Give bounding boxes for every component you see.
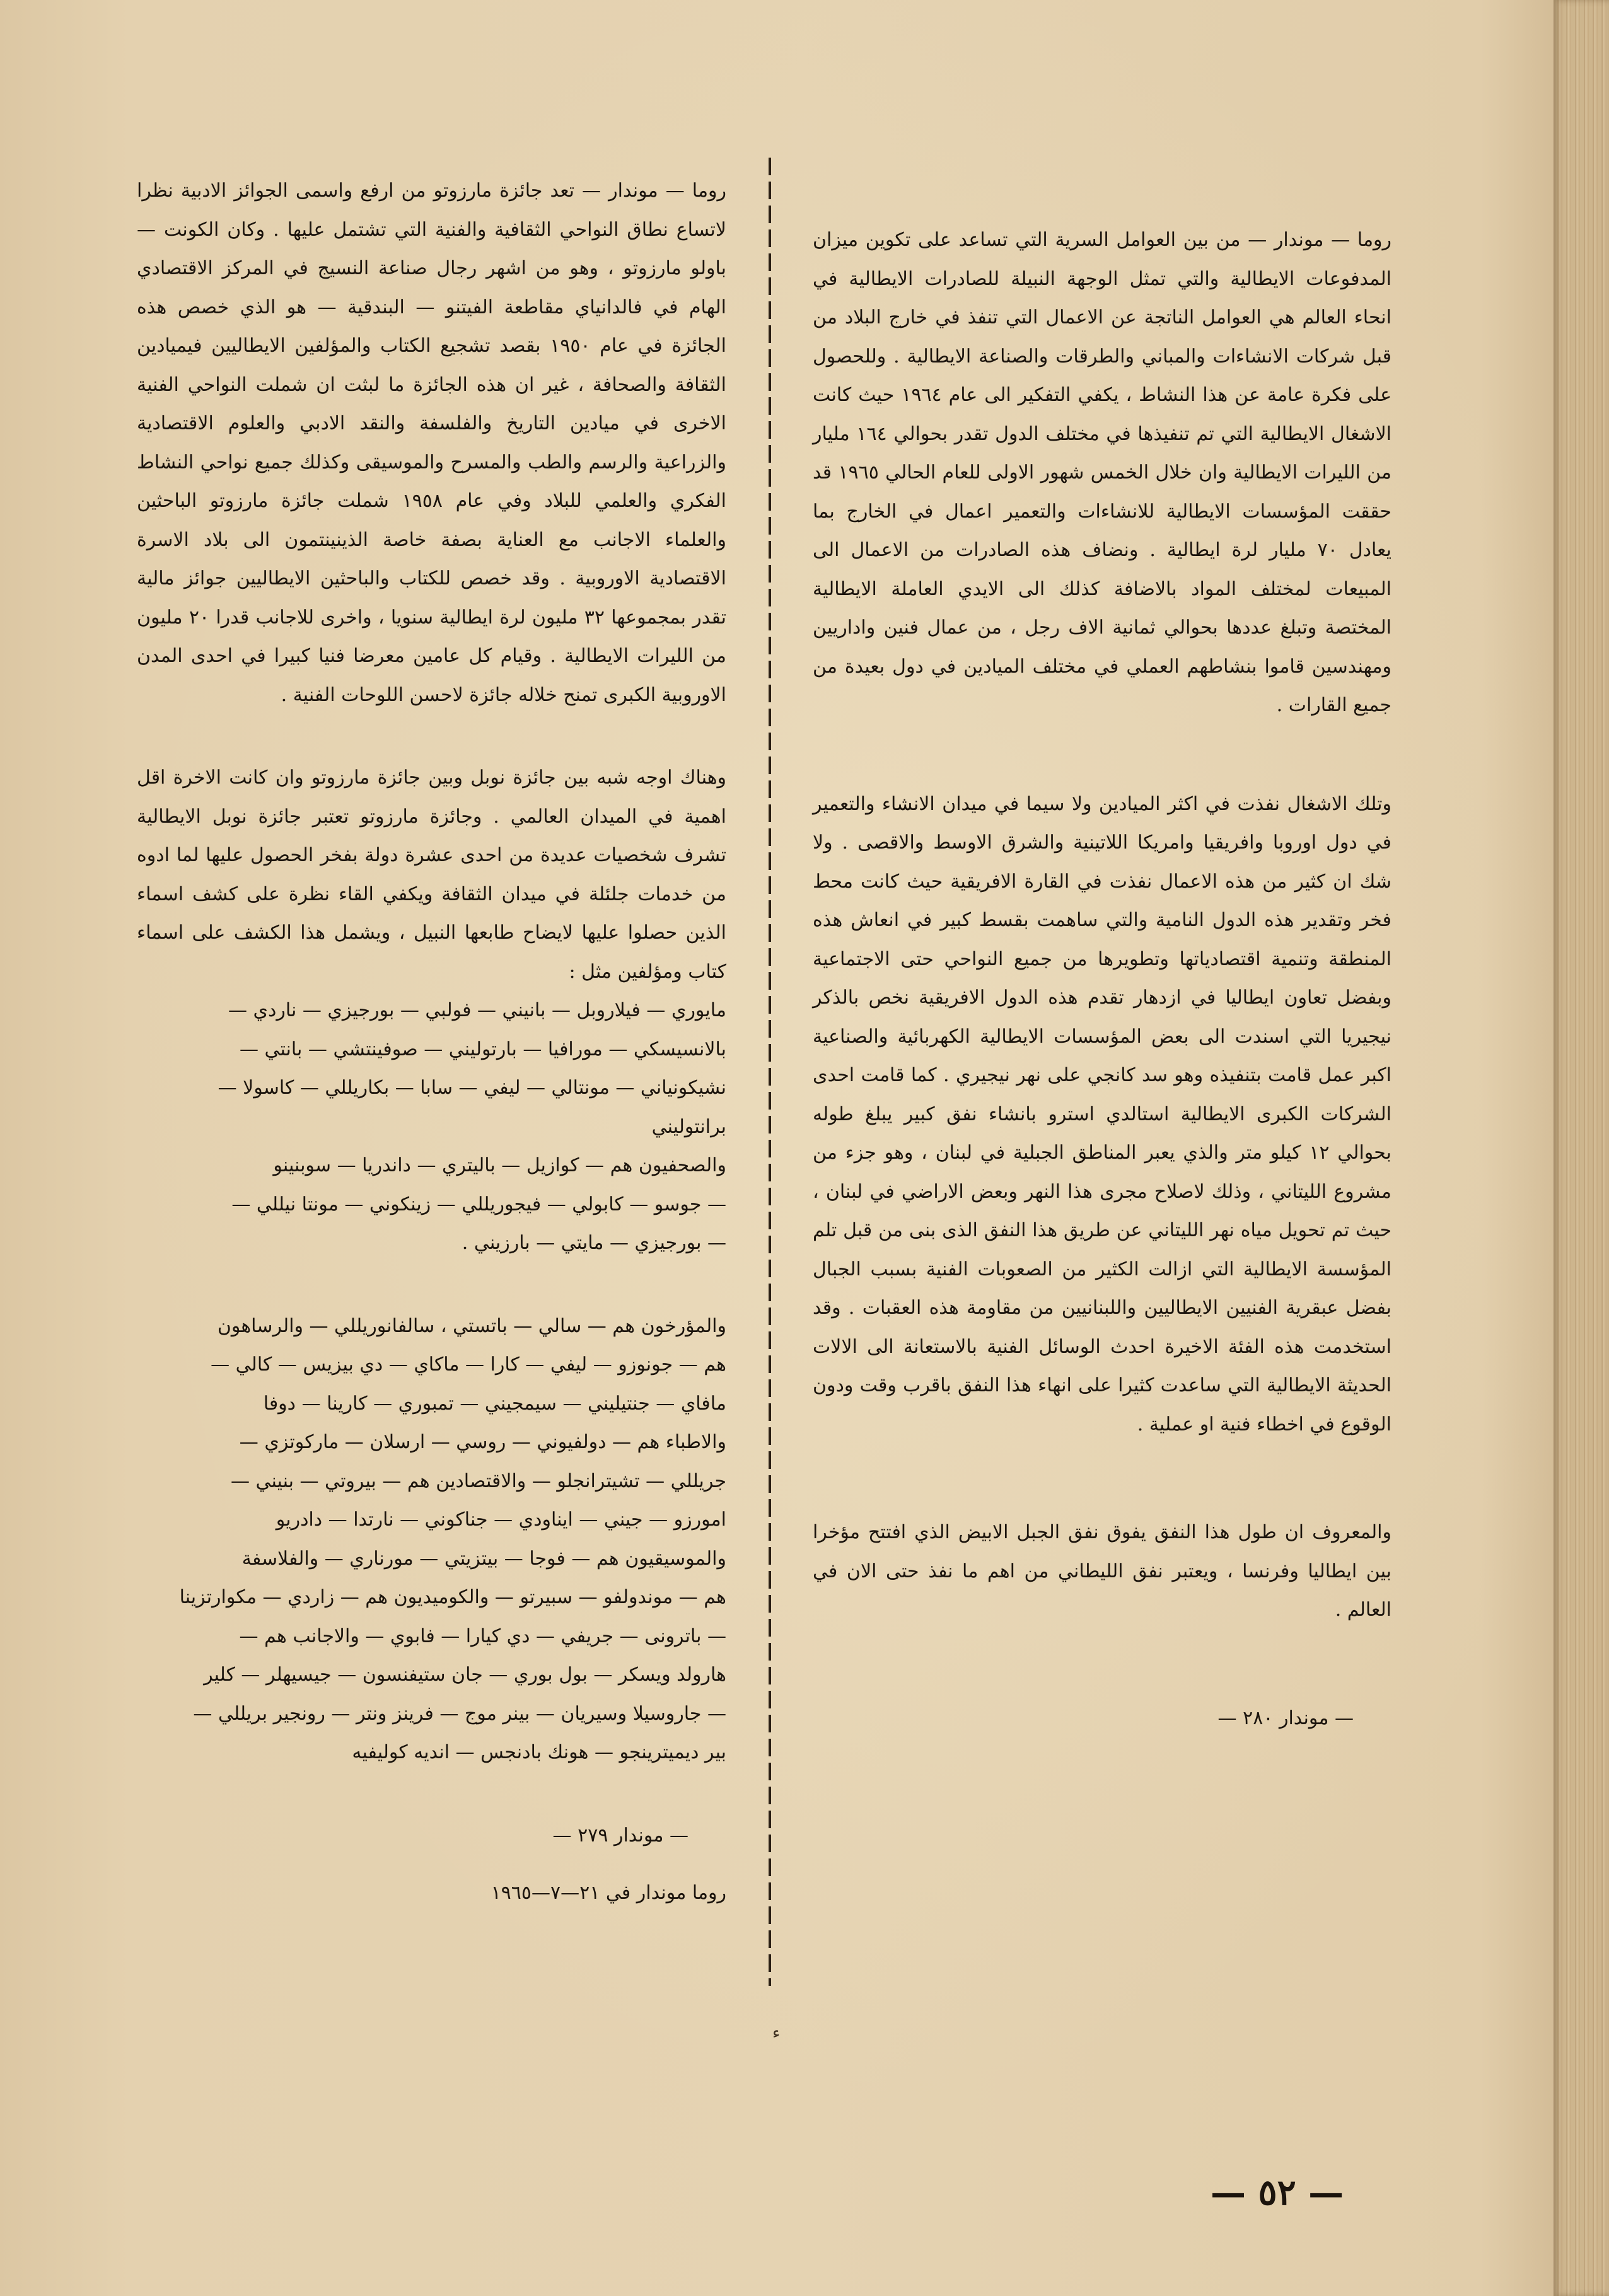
others-list-line: — باترونى — جريفي — دي كيارا — فابوي — والاجانب هم — bbox=[239, 1625, 726, 1647]
others-list-line: والمؤرخون هم — سالي — باتستي ، سالفانوريللي — والرساهون bbox=[217, 1314, 726, 1337]
article-right-column bbox=[813, 221, 1391, 1737]
journalists-list-line: والصحفيون هم — كوازيل — باليتري — داندريا — سوبنينو bbox=[273, 1154, 726, 1176]
column-divider bbox=[768, 158, 772, 1986]
others-list-line: بير ديميترينجو — هونك بادنجس — انديه كوليفيه bbox=[352, 1741, 726, 1763]
authors-list-line: مايوري — فيلاروبل — بانيني — فولبي — بورجيزي — ناردي — bbox=[228, 999, 726, 1021]
article-left-signoff: — موندار ٢٧٩ — bbox=[552, 1824, 688, 1847]
authors-list-line: برانتوليني bbox=[651, 1115, 726, 1138]
authors-list-line: نشيكونياني — مونتالي — ليفي — سابا — بكاريللي — كاسولا — bbox=[218, 1077, 726, 1099]
others-list-line: هم — جونوزو — ليفي — كارا — ماكاي — دي بيزيس — كالي — bbox=[211, 1354, 726, 1376]
others-list-line: والاطباء هم — دولفيوني — روسي — ارسلان — ماركوتزي — bbox=[239, 1431, 726, 1453]
journalists-list-line: — جوسو — كابولي — فيجوريللي — زينكوني — مونتا نيللي — bbox=[231, 1193, 726, 1215]
others-list-line: جريللي — تشيترانجلو — والاقتصادين هم — بيروتي — بنيني — bbox=[230, 1470, 726, 1492]
article-right-paragraph-1: روما — موندار — من بين العوامل السرية التي تساعد على تكوين ميزان المدفوعات الايطالية والتي تمثل الوجهة النبيلة للصادرات الايطالية في انحاء العالم هي العوامل الناتجة عن الاعمال التي تنفذ في خارج البلاد من قبل شركات الانشاءات والمباني والطرقات والصناعة الايطالية . وللحصول على فكرة عامة عن هذا النشاط ، يكفي التفكير الى عام ١٩٦٤ حيث كانت الاشغال الايطالية التي تم تنفيذها في مختلف الدول تقدر بحوالي ١٦٤ مليار من الليرات الايطالية وان خلال الخمس شهور الاولى للعام الحالي ١٩٦٥ قد حققت المؤسسات الايطالية للانشاءات والتعمير اعمال في الخارج بما يعادل ٧٠ مليار لرة ايطالية . ونضاف هذه الصادرات من الاعمال الى المبيعات لمختلف المواد بالاضافة كذلك الى الايدي العاملة الايطالية المختصة وتبلغ عددها بحوالي ثمانية الاف رجل ، من عمال فنين واداريين ومهندسين قاموا بنشاطهم العملي في مختلف الميادين في دول بعيدة من جميع القارات . bbox=[813, 229, 1392, 716]
article-right-paragraph-2: وتلك الاشغال نفذت في اكثر الميادين ولا سيما في ميدان الانشاء والتعمير في دول اوروبا وافريقيا وامريكا اللاتينية والشرق الاوسط والاقصى . ولا شك ان كثير من هذه الاعمال نفذت في القارة الافريقية حيث كانت محط فخر وتقدير هذه الدول النامية والتي ساهمت بقسط كبير في انعاش هذه المنطقة وتنمية اقتصادياتها وتطويرها من جميع النواحي حتى الاجتماعية وبفضل تعاون ايطاليا في ازدهار تقدم هذه الدول الافريقية نخص بالذكر نيجيريا التي اسندت الى بعض المؤسسات الايطالية الكهربائية والصناعية اكبر عمل قامت بتنفيذه وهو سد كانجي على نهر نيجيري . كما قامت احدى الشركات الكبرى الايطالية استالدي استرو بانشاء نفق كبير يبلغ طوله بحوالي ١٢ كيلو متر والذي يعبر المناطق الجبلية في لبنان ، وهو جزء من مشروع الليتاني ، وذلك لاصلاح مجرى هذا النهر وبعض الاراضي في لبنان ، حيث تم تحويل مياه نهر الليتاني عن طريق هذا النفق الذى بنى من قبل تلم المؤسسة الايطالية التي ازالت الكثير من الصعوبات الفنية بسبب الجبال بفضل عبقرية الفنيين الايطاليين واللبنانيين من مقاومة هذه العقبات . وقد استخدمت هذه الفئة الاخيرة احدث الوسائل الفنية بالاستعانة الى الالات الحديثة الايطالية التي ساعدت كثيرا على انهاء هذا النفق باقرب وقت ودون الوقوع في اخطاء فنية او عملية . bbox=[813, 792, 1391, 1435]
authors-list-line: بالانسيسكي — مورافيا — بارتوليني — صوفينتشي — بانتي — bbox=[239, 1038, 726, 1060]
article-left-paragraph-1: روما — موندار — تعد جائزة مارزوتو من ارفع واسمى الجوائز الادبية نظرا لاتساع نطاق النواحي الثقافية والفنية التي تشتمل عليها . وكان الكونت — باولو مارزوتو ، وهو من اشهر رجال صناعة النسيج في المركز الاقتصادي الهام في فالدانياي مقاطعة الفيتنو — البندقية — هو الذي خصص هذه الجائزة في عام ١٩٥٠ بقصد تشجيع الكتاب والمؤلفين الايطاليين فيميادين الثقافة والصحافة ، غير ان هذه الجائزة ما لبثت ان شملت النواحي الفنية الاخرى في ميادين التاريخ والفلسفة والنقد الادبي والعلوم الاقتصادية والزراعية والرسم والطب والمسرح والموسيقى وكذلك جميع نواحي النشاط الفكري والعلمي للبلاد وفي عام ١٩٥٨ شملت جائزة مارزوتو الباحثين والعلماء الاجانب مع العناية بصفة خاصة الذينينتمون الى بلاد الاسرة الاقتصادية الاوروبية . وقد خصص للكتاب والباحثين الايطاليين جوائز مالية تقدر بمجموعها ٣٢ مليون لرة ايطالية سنويا ، واخرى للاجانب قدرا ٢٠ مليون من الليرات الايطالية . وقيام كل عامين معرضا فنيا كبيرا في احدى المدن الاوروبية الكبرى تمنح خلاله جائزة لاحسن اللوحات الفنية . bbox=[137, 180, 726, 706]
article-right-signoff: — موندار ٢٨٠ — bbox=[1217, 1707, 1354, 1729]
others-list-line: — جاروسيلا وسيريان — بينر موج — فرينز ونتر — رونجير بريللي — bbox=[193, 1702, 726, 1725]
article-right-paragraph-3: والمعروف ان طول هذا النفق يفوق نفق الجبل الابيض الذي افتتح مؤخرا بين ايطاليا وفرنسا ، ويعتبر نفق الليطاني من اهم ما نفذ حتى الان في العالم . bbox=[813, 1521, 1391, 1621]
others-list-line: هارولد ويسكر — بول بوري — جان ستيفنسون — جيسيهلر — كلير bbox=[204, 1664, 726, 1686]
article-left-column bbox=[137, 171, 726, 1913]
others-list-line: مافاي — جنتيليني — سيمجيني — تمبوري — كارينا — دوفا bbox=[263, 1392, 726, 1415]
page-number: — ٥٢ — bbox=[1211, 2172, 1344, 2213]
divider-mark: ء bbox=[772, 2024, 781, 2043]
journalists-list-line: — بورجيزي — مايتي — بارزيني . bbox=[462, 1232, 726, 1254]
others-list-line: هم — موندولفو — سبيرتو — والكوميديون هم — زاردي — مكوارتزينا bbox=[179, 1586, 726, 1608]
article-left-dateline: روما موندار في ٢١—٧—١٩٦٥ bbox=[491, 1882, 726, 1904]
others-list-line: والموسيقيون هم — فوجا — بيتزيتي — مورناري — والفلاسفة bbox=[241, 1547, 726, 1570]
booklet-page-edge bbox=[1554, 0, 1609, 2296]
others-list-line: امورزو — جيني — ايناودي — جناكوني — نارتدا — دادريو bbox=[276, 1509, 726, 1531]
article-left-paragraph-2: وهناك اوجه شبه بين جائزة نوبل وبين جائزة مارزوتو وان كانت الاخرة اقل اهمية في الميدان العالمي . وجائزة مارزوتو تعتبر جائزة نوبل الايطالية تشرف شخصيات عديدة من احدى عشرة دولة بفخر الحصول عليها لما ادوه من خدمات جلئلة في ميدان الثقافة ويكفي القاء نظرة على كشف اسماء الذين حصلوا عليها لايضاح طابعها النبيل ، ويشمل هذا الكشف على اسماء كتاب ومؤلفين مثل : bbox=[137, 767, 726, 983]
